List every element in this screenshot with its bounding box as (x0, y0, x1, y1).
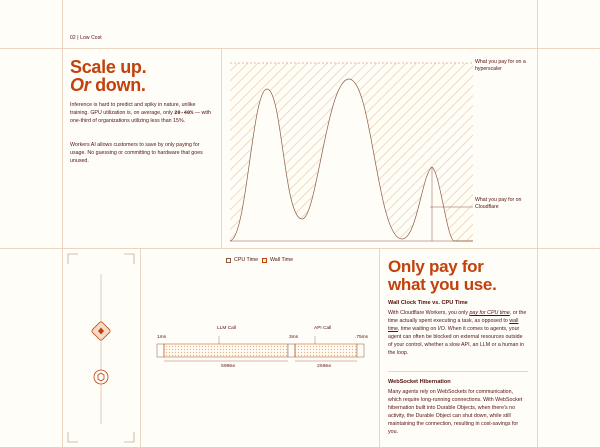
cpu-swatch (226, 258, 231, 263)
pay-divider (388, 371, 528, 372)
llm-wall-segment (164, 344, 288, 357)
wall-vs-cpu-paragraph: With Cloudflare Workers, you only pay for CPU time, or the time actually spent executing a task, as opposed to wall time, time waiting on I/O. When it comes to agents, your agent can often be blocked on external resources outside of your control, whether a slow API, an LLM or a human in the loop. (388, 310, 527, 356)
timeline-bars (150, 330, 375, 370)
pay-title-line2: what you use. (388, 275, 497, 294)
api-call-label: API Call (314, 326, 332, 331)
time-end-label: .75ms (355, 335, 369, 340)
section-tag: 02 | Low Cost (70, 35, 102, 41)
icon-corner-brackets (68, 254, 134, 442)
hibernation-paragraph: Many agents rely on WebSockets for communication, which require long-running connections. With WebSocket hibernation built into Durable Objects, when there's no activity, the Durable Object can shut down, while still maintaining the connection, resulting in cost-savings for you. (388, 389, 523, 435)
api-wall-segment (295, 344, 357, 357)
hero-title-line1: Scale up. (70, 57, 147, 77)
hero-title-italic: Or (70, 75, 91, 95)
annotation-hyperscaler: What you pay for on a hyperscaler (475, 59, 526, 72)
pay-title (388, 258, 497, 294)
wall-vs-cpu-heading: Wall Clock Time vs. CPU Time (388, 300, 468, 306)
durable-object-icon (93, 369, 109, 385)
cpu-segment-1 (157, 344, 164, 357)
workers-diamond-icon (91, 321, 111, 341)
hibernation-heading: WebSocket Hibernation (388, 379, 451, 385)
cpu-segment-3 (357, 344, 364, 357)
hero-title (70, 58, 146, 94)
annotation-cloudflare: What you pay for on Cloudflare (475, 197, 522, 210)
cpu-segment-2 (288, 344, 295, 357)
legend-wall: Wall Time (262, 257, 293, 263)
usage-chart (222, 49, 538, 248)
hero-title-rest: down. (90, 75, 146, 95)
llm-call-label: LLM Call (217, 326, 236, 331)
divider-timeline-text (379, 248, 380, 447)
time-mid-label: 3ms (289, 335, 299, 340)
api-duration-label: 250ms (317, 364, 332, 369)
divider-middle (0, 248, 600, 249)
wall-time-link[interactable]: wall time (388, 318, 519, 332)
hero-paragraph-2: Workers AI allows customers to save by only paying for usage. No guessing or committing to hardware that goes unused. (70, 142, 203, 164)
time-start-label: 1ms (157, 335, 167, 340)
wall-swatch (262, 258, 267, 263)
cpu-time-link[interactable]: pay for CPU time (469, 310, 510, 316)
legend-cpu: CPU Time (226, 257, 258, 263)
pay-title-line1: Only pay for (388, 257, 484, 276)
hero-paragraph-1: Inference is hard to predict and spiky in nature, unlike training. GPU utilization is, on average, only 20-40% — with one-third of organizations utilizing less than 15%. (70, 102, 211, 124)
llm-duration-label: 500ms (221, 364, 236, 369)
utilization-highlight: 20-40% (174, 110, 194, 116)
divider-icons-timeline (140, 248, 141, 447)
